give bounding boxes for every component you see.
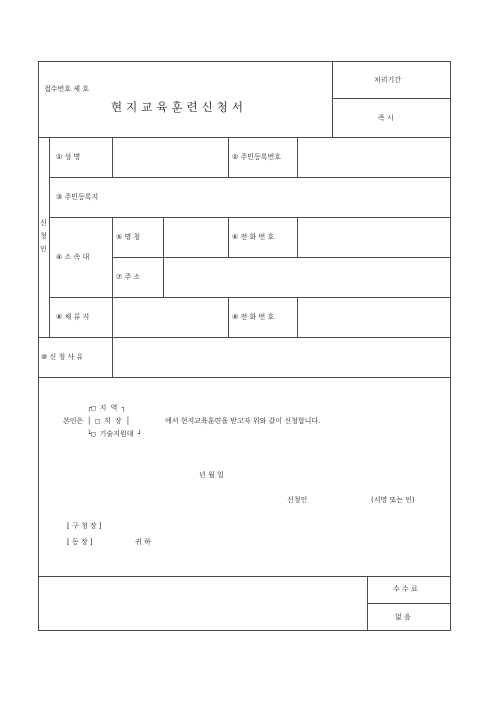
phone-label-1: ⑥ 전 화 번 호 — [232, 233, 275, 241]
applicant-sign-label: 신청인 — [287, 496, 308, 504]
fee-top — [38, 576, 451, 577]
phone-field-1[interactable] — [298, 218, 449, 256]
frame-bottom — [38, 630, 451, 631]
processing-period-label: 처리기간 — [374, 76, 402, 84]
frame-top — [38, 61, 451, 62]
stay-place-field[interactable] — [113, 298, 227, 336]
option-workplace[interactable]: │ □ 직 장 │ — [87, 417, 131, 425]
registered-address-label: ③ 주민등록지 — [56, 193, 99, 201]
col-228-c — [228, 297, 229, 337]
unit-name-field[interactable] — [164, 218, 227, 256]
fee-divider-h — [367, 603, 451, 604]
applicant-col-divider — [49, 137, 50, 337]
signature-placeholder: (서명 또는 인) — [371, 496, 415, 504]
applicant-section-label: 신 청 인 — [40, 219, 47, 253]
date-line: 년 월 일 — [199, 471, 224, 479]
fee-value: 없 음 — [395, 613, 411, 621]
registered-address-field[interactable] — [113, 178, 449, 216]
processing-period-value: 즉 시 — [378, 114, 394, 122]
unit-name-label: ⑤ 명 칭 — [116, 233, 141, 241]
unit-address-label: ⑦ 주 소 — [116, 273, 141, 281]
affiliation-label: ④ 소 속 대 — [56, 253, 90, 261]
row-line-6 — [38, 377, 451, 378]
option-tech-support[interactable]: └□ 기술지원대 ┘ — [87, 430, 142, 438]
reason-label: ⑩ 신 청 사 유 — [41, 353, 84, 361]
resident-number-field[interactable] — [298, 138, 449, 176]
name-label: ① 성 명 — [56, 153, 81, 161]
resident-number-label: ② 주민등록번호 — [232, 153, 282, 161]
phone-field-2[interactable] — [298, 298, 449, 336]
option-region[interactable]: ┌□ 지 역 ┐ — [87, 404, 126, 412]
fee-label: 수 수 료 — [393, 585, 418, 593]
name-field[interactable] — [113, 138, 227, 176]
period-divider-h — [332, 98, 451, 99]
statement-prefix: 본인은 — [63, 417, 84, 425]
recipient-district-head: [ 구 청 장 ] — [67, 522, 102, 530]
frame-right — [450, 61, 451, 631]
form-title: 현지교육훈련신청서 — [111, 100, 247, 114]
stay-place-label: ⑧ 체 류 지 — [56, 313, 90, 321]
unit-address-field[interactable] — [164, 258, 449, 296]
header-divider-v — [332, 61, 333, 137]
phone-label-2: ⑨ 전 화 번 호 — [232, 313, 275, 321]
statement-text: 에서 현지교육훈련을 받고자 위와 같이 신청합니다. — [165, 417, 321, 425]
col-228-b — [228, 217, 229, 257]
addressee: 귀 하 — [135, 538, 151, 546]
receipt-number: 접수번호 제 호 — [44, 85, 90, 93]
col-228-a — [228, 137, 229, 177]
reason-field[interactable] — [113, 338, 449, 376]
frame-left — [38, 61, 39, 631]
recipient-dong-head: [ 동 장 ] — [67, 538, 93, 546]
